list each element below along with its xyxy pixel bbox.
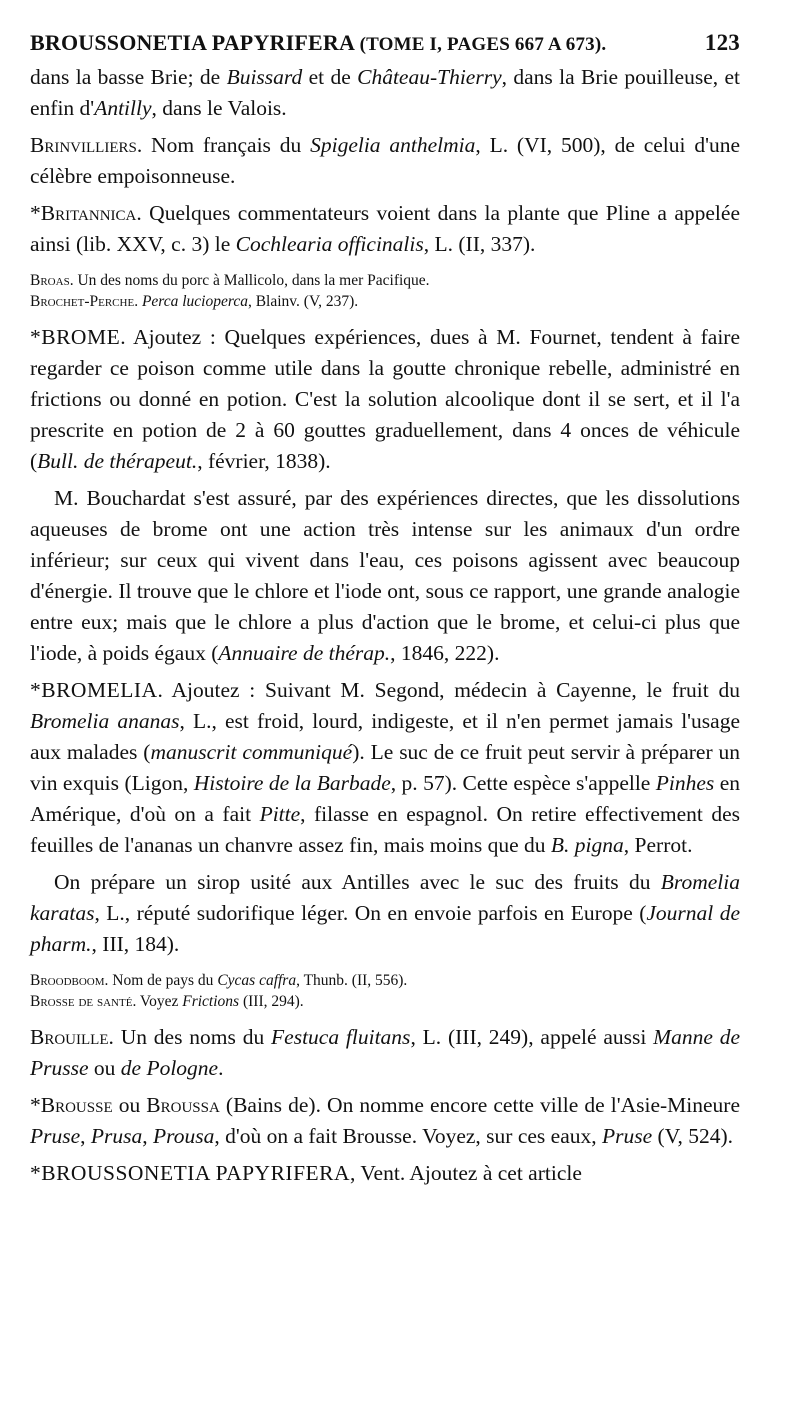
italic-term: manuscrit communiqué: [150, 740, 353, 764]
entry-sirop: [30, 867, 740, 960]
italic-term: Journal de pharm.: [30, 901, 740, 956]
entry-text: On prépare un sirop usité aux Antilles avec le suc des fruits du: [54, 870, 661, 894]
entry-text: , 1846, 222).: [390, 641, 500, 665]
tome-reference: (TOME I, PAGES 667 A 673).: [359, 34, 607, 55]
entry-text: , L. (VI, 500), de celui d'une célèbre empoisonneuse.: [30, 133, 741, 188]
page-number: 123: [704, 30, 740, 55]
entry-text: ). Le suc de ce fruit peut servir à préparer un vin exquis (Ligon,: [30, 740, 740, 795]
italic-term: Pinhes: [655, 771, 715, 795]
italic-term: de Pologne: [120, 1056, 219, 1080]
italic-term: Festuca fluitans: [271, 1025, 411, 1049]
entry-britannica: [30, 198, 740, 260]
italic-term: Bromelia ananas: [30, 709, 180, 733]
entry-text: . Quelques commentateurs voient dans la plante que Pline a appelée ainsi (lib. XXV, c. 3) le: [30, 201, 740, 256]
entry-brinvilliers: [30, 130, 740, 192]
entry-text: , Thunb. (II, 556).: [296, 972, 408, 989]
entry-text: Nom français du: [142, 133, 311, 157]
entry-text: *: [30, 201, 41, 225]
italic-term: Spigelia anthelmia: [310, 133, 476, 157]
entry-bromelia: [30, 675, 740, 861]
entry-headword: Britannica: [40, 201, 137, 225]
entry-text: , L., réputé sudorifique léger. On en envoie parfois en Europe (: [94, 901, 647, 925]
entry-headword: Broas: [30, 272, 70, 289]
running-title-block: [30, 30, 606, 56]
entry-text: . Un des noms du: [108, 1025, 272, 1049]
entry-text: ou: [88, 1056, 121, 1080]
italic-term: Cochlearia officinalis: [235, 232, 424, 256]
italic-term: Frictions: [182, 993, 240, 1010]
entry-headword: Brosse de santé: [30, 993, 133, 1010]
entry-text: , d'où on a fait Brousse. Voyez, sur ces eaux,: [214, 1124, 602, 1148]
entry-headword: Broodboom: [30, 972, 105, 989]
italic-term: Château-Thierry: [357, 65, 502, 89]
entry-bouchardat: [30, 483, 740, 669]
entry-text: . Un des noms du porc à Mallicolo, dans la mer Pacifique.: [69, 272, 430, 289]
entry-text: , filasse en espagnol. On retire effectivement des feuilles de l'ananas un chanvre assez fin, mais moins que du: [30, 802, 740, 857]
entry-text: , Blainv. (V, 237).: [247, 293, 359, 310]
italic-term: Manne de Prusse: [30, 1025, 740, 1080]
entry-text: . Nom de pays du: [104, 972, 218, 989]
italic-term: Pruse: [30, 1124, 81, 1148]
entry-text: , III, 184).: [91, 932, 180, 956]
entry-text: . Voyez: [132, 993, 183, 1010]
italic-term: Pruse: [601, 1124, 653, 1148]
entry-text: , dans le Valois.: [151, 96, 287, 120]
entry-brome: [30, 322, 740, 477]
italic-term: Cycas caffra: [217, 972, 297, 989]
entry-headword: *BROUSSONETIA PAPYRIFERA: [30, 1161, 351, 1185]
entry-text: et de: [302, 65, 358, 89]
book-page: [30, 30, 740, 1189]
entry-text: *: [30, 1093, 41, 1117]
entry-headword: *BROME: [30, 325, 121, 349]
running-title: BROUSSONETIA PAPYRIFERA: [30, 30, 354, 55]
entry-text: . Ajoutez : Quelques expériences, dues à M. Fournet, tendent à faire regarder ce poison comme utile dans la goutte chronique rebelle, administré en frictions ou donné en potion. C'est la solution alcoolique dont il se sert, et il l'a prescrite en potion de 2 à 60 gouttes graduellement, dans 4 onces de véhicule (: [30, 325, 740, 473]
body-text: [30, 62, 740, 1189]
entry-broussonetia: [30, 1158, 740, 1189]
entry-text: , L. (III, 249), appelé aussi: [410, 1025, 654, 1049]
entry-text: M. Bouchardat s'est assuré, par des expériences directes, que les dissolutions aqueuses de brome ont une action très intense sur les animaux d'un ordre inférieur; sur ceux qui vivent dans l'eau, ces poisons agissent avec beaucoup d'énergie. Il trouve que le chlore et l'iode ont, sous ce rapport, une grande analogie entre eux; mais que le chlore a plus d'action que le brome, et celui-ci plus que l'iode, à poids égaux (: [30, 486, 740, 665]
entry-text: ,: [80, 1124, 91, 1148]
entry-text: .: [134, 293, 142, 310]
entry-text: . Ajoutez : Suivant M. Segond, médecin à Cayenne, le fruit du: [157, 678, 740, 702]
entry-headword: Brouille: [30, 1025, 109, 1049]
entry-brousse: [30, 1090, 740, 1152]
entry-text: , février, 1838).: [197, 449, 331, 473]
entry-headword: Brochet-Perche: [30, 293, 135, 310]
italic-term: Annuaire de thérap.: [218, 641, 391, 665]
entry-text: , L., est froid, lourd, indigeste, et il n'en permet jamais l'usage aux malades (: [30, 709, 740, 764]
entry-headword: Brinvilliers.: [30, 133, 143, 157]
italic-term: Perca lucioperca: [141, 293, 248, 310]
italic-term: Antilly: [94, 96, 152, 120]
running-header: [30, 30, 740, 56]
italic-term: Prusa: [90, 1124, 143, 1148]
entry-cont: [30, 62, 740, 124]
italic-term: Pitte: [259, 802, 301, 826]
italic-term: Prousa: [153, 1124, 215, 1148]
entry-brosse: [30, 991, 740, 1012]
italic-term: Bull. de thérapeut.: [37, 449, 198, 473]
entry-brochet: [30, 291, 740, 312]
entry-text: (V, 524).: [652, 1124, 733, 1148]
italic-term: Buissard: [226, 65, 303, 89]
italic-term: B. pigna: [550, 833, 624, 857]
entry-broodboom: [30, 970, 740, 991]
entry-text: , Vent. Ajoutez à cet article: [350, 1161, 582, 1185]
entry-broas: [30, 270, 740, 291]
italic-term: Bromelia karatas: [30, 870, 740, 925]
entry-headword: *BROMELIA: [30, 678, 158, 702]
entry-text: ,: [142, 1124, 154, 1148]
entry-text: , L. (II, 337).: [423, 232, 536, 256]
entry-text: .: [218, 1056, 224, 1080]
entry-text: (III, 294).: [239, 993, 304, 1010]
entry-text: , Perrot.: [623, 833, 693, 857]
entry-text: en Amérique, d'où on a fait: [30, 771, 741, 826]
entry-brouille: [30, 1022, 740, 1084]
entry-headword: Broussa: [146, 1093, 220, 1117]
entry-headword: Brousse: [40, 1093, 113, 1117]
entry-text: ou: [112, 1093, 147, 1117]
entry-text: , p. 57). Cette espèce s'appelle: [390, 771, 656, 795]
entry-text: , dans la Brie pouilleuse, et enfin d': [30, 65, 740, 120]
italic-term: Histoire de la Barbade: [193, 771, 391, 795]
entry-text: dans la basse Brie; de: [30, 65, 227, 89]
entry-text: (Bains de). On nomme encore cette ville de l'Asie-Mineure: [219, 1093, 740, 1117]
